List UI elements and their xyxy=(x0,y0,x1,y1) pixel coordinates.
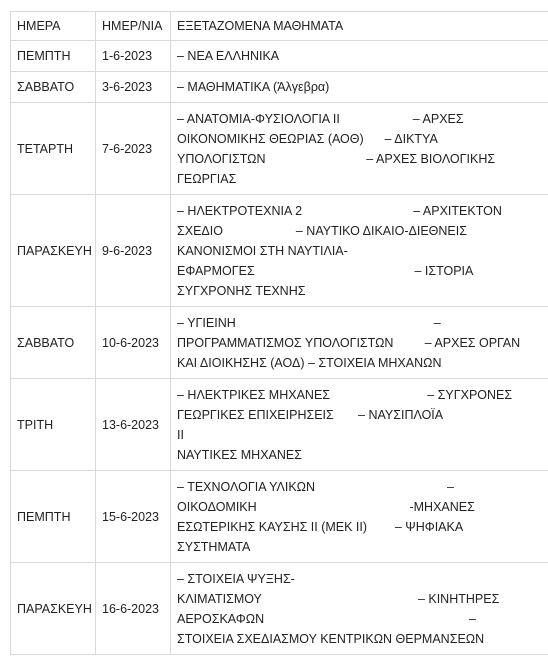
row-subjects: – ΥΓΙΕΙΝΗ – ΠΡΟΓΡΑΜΜΑΤΙΣΜΟΣ ΥΠΟΛΟΓΙΣΤΩΝ – ΑΡΧΕΣ ΟΡΓΑΝ ΚΑΙ ΔΙΟΙΚΗΣΗΣ (ΑΟΔ) – ΣΤΟΙΧΕΙΑ ΜΗΧΑΝΩΝ xyxy=(171,307,548,379)
table-row xyxy=(11,471,548,563)
table-row xyxy=(11,379,548,471)
row-day: ΤΡΙΤΗ xyxy=(11,379,96,471)
row-date: 13-6-2023 xyxy=(96,379,171,471)
row-date: 10-6-2023 xyxy=(96,307,171,379)
table-row xyxy=(11,563,548,655)
row-date: 3-6-2023 xyxy=(96,72,171,103)
row-date: 9-6-2023 xyxy=(96,195,171,307)
row-subjects: – ΣΤΟΙΧΕΙΑ ΨΥΞΗΣ- ΚΛΙΜΑΤΙΣΜΟΥ – ΚΙΝΗΤΗΡΕΣ ΑΕΡΟΣΚΑΦΩΝ – ΣΤΟΙΧΕΙΑ ΣΧΕΔΙΑΣΜΟΥ ΚΕΝΤΡΙΚΩΝ ΘΕΡΜΑΝΣΕΩΝ xyxy=(171,563,548,655)
row-day: ΠΕΜΠΤΗ xyxy=(11,471,96,563)
row-subjects: – ΗΛΕΚΤΡΙΚΕΣ ΜΗΧΑΝΕΣ – ΣΥΓΧΡΟΝΕΣ ΓΕΩΡΓΙΚΕΣ ΕΠΙΧΕΙΡΗΣΕΙΣ – ΝΑΥΣΙΠΛΟΪΑ ΙΙ ΝΑΥΤΙΚΕΣ ΜΗΧΑΝΕΣ xyxy=(171,379,548,471)
table-row xyxy=(11,307,548,379)
table-row xyxy=(11,72,548,103)
row-day: ΠΑΡΑΣΚΕΥΗ xyxy=(11,563,96,655)
row-date: 16-6-2023 xyxy=(96,563,171,655)
exam-schedule xyxy=(10,11,548,655)
header-subjects: ΕΞΕΤΑΖΟΜΕΝΑ ΜΑΘΗΜΑΤΑ xyxy=(171,12,548,41)
row-date: 1-6-2023 xyxy=(96,41,171,72)
table-row xyxy=(11,41,548,72)
row-subjects: – ΝΕΑ ΕΛΛΗΝΙΚΑ xyxy=(171,41,548,72)
row-day: ΠΑΡΑΣΚΕΥΗ xyxy=(11,195,96,307)
table-row xyxy=(11,195,548,307)
row-date: 15-6-2023 xyxy=(96,471,171,563)
header-day: ΗΜΕΡΑ xyxy=(11,12,96,41)
row-day: ΣΑΒΒΑΤΟ xyxy=(11,307,96,379)
row-subjects: – ΑΝΑΤΟΜΙΑ-ΦΥΣΙΟΛΟΓΙΑ ΙΙ – ΑΡΧΕΣ ΟΙΚΟΝΟΜΙΚΗΣ ΘΕΩΡΙΑΣ (ΑΟΘ) – ΔΙΚΤΥΑ ΥΠΟΛΟΓΙΣΤΩΝ – ΑΡΧΕΣ ΒΙΟΛΟΓΙΚΗΣ ΓΕΩΡΓΙΑΣ xyxy=(171,103,548,195)
row-day: ΣΑΒΒΑΤΟ xyxy=(11,72,96,103)
table-header-row xyxy=(11,12,548,41)
row-day: ΤΕΤΑΡΤΗ xyxy=(11,103,96,195)
table-row xyxy=(11,103,548,195)
row-date: 7-6-2023 xyxy=(96,103,171,195)
row-subjects: – ΜΑΘΗΜΑΤΙΚΑ (Άλγεβρα) xyxy=(171,72,548,103)
row-day: ΠΕΜΠΤΗ xyxy=(11,41,96,72)
exam-schedule-table xyxy=(10,11,548,655)
row-subjects: – ΗΛΕΚΤΡΟΤΕΧΝΙΑ 2 – ΑΡΧΙΤΕΚΤΟΝ ΣΧΕΔΙΟ – ΝΑΥΤΙΚΟ ΔΙΚΑΙΟ-ΔΙΕΘΝΕΙΣ ΚΑΝΟΝΙΣΜΟΙ ΣΤΗ ΝΑΥΤΙΛΙΑ- ΕΦΑΡΜΟΓΕΣ – ΙΣΤΟΡΙΑ ΣΥΓΧΡΟΝΗΣ ΤΕΧΝΗΣ xyxy=(171,195,548,307)
header-date: ΗΜΕΡ/ΝΙΑ xyxy=(96,12,171,41)
row-subjects: – ΤΕΧΝΟΛΟΓΙΑ ΥΛΙΚΩΝ – ΟΙΚΟΔΟΜΙΚΗ -ΜΗΧΑΝΕΣ ΕΣΩΤΕΡΙΚΗΣ ΚΑΥΣΗΣ ΙΙ (ΜΕΚ ΙΙ) – ΨΗΦΙΑΚΑ ΣΥΣΤΗΜΑΤΑ xyxy=(171,471,548,563)
